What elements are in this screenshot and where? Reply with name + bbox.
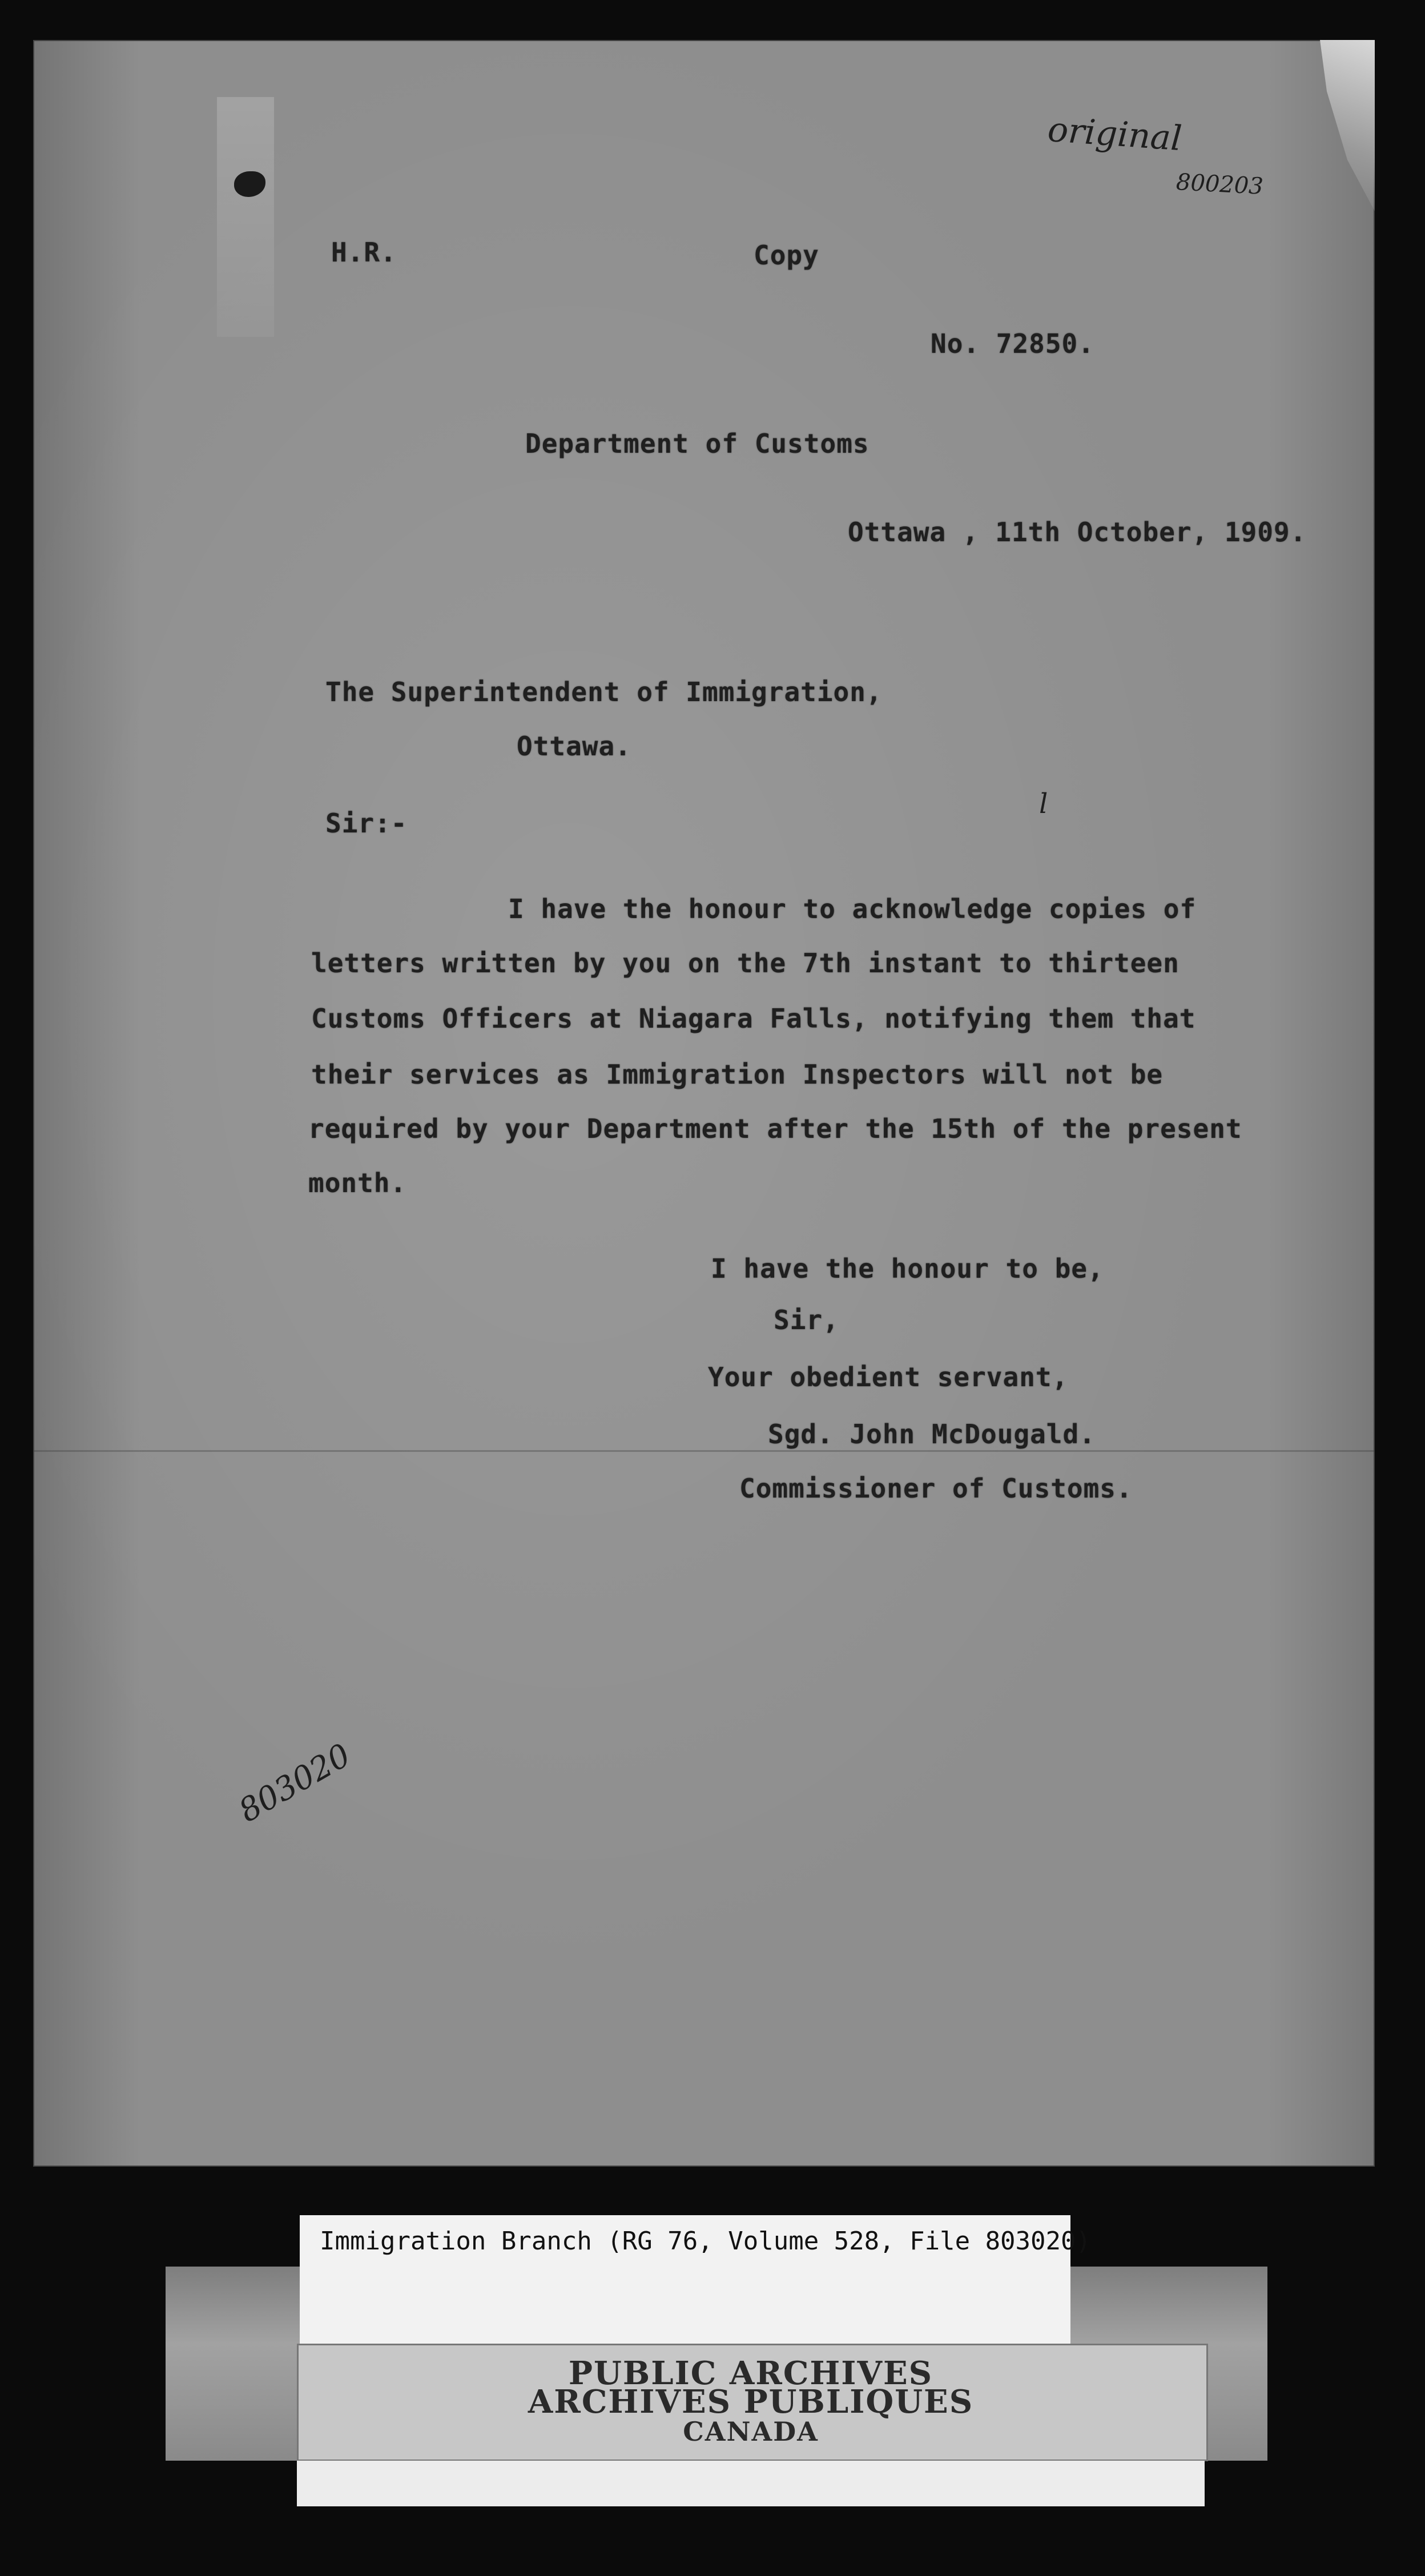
archive-stamp-line-2: ARCHIVES PUBLIQUES: [528, 2383, 974, 2421]
document-page: [33, 40, 1375, 2167]
body-line: letters written by you on the 7th instant to thirteen: [311, 948, 1180, 979]
department-heading: Department of Customs: [525, 428, 870, 459]
closing-line-1: I have the honour to be,: [711, 1253, 1104, 1284]
handwritten-file-number: 800203: [1175, 169, 1264, 200]
archive-reference-text: Immigration Branch (RG 76, Volume 528, File 803020): [320, 2227, 1092, 2256]
handwritten-note: original: [1046, 109, 1184, 159]
paper-crease: [33, 1450, 1375, 1452]
body-line: I have the honour to acknowledge copies of: [508, 893, 1197, 924]
signature-title: Commissioner of Customs.: [739, 1473, 1133, 1504]
folded-corner: [1306, 40, 1375, 211]
initials: H.R.: [331, 237, 397, 268]
archive-stamp-line-3: CANADA: [683, 2416, 819, 2447]
salutation: Sir:-: [325, 808, 408, 839]
body-line: required by your Department after the 15th of the present: [308, 1113, 1242, 1144]
file-number: No. 72850.: [931, 328, 1094, 359]
body-line: month.: [308, 1168, 407, 1198]
signature: Sgd. John McDougald.: [768, 1419, 1096, 1450]
closing-line-3: Your obedient servant,: [708, 1362, 1069, 1392]
archive-stamp-strip: [297, 2461, 1205, 2506]
tape-strip: [217, 97, 274, 337]
body-line: Customs Officers at Niagara Falls, notifying them that: [311, 1003, 1196, 1034]
closing-line-2: Sir,: [774, 1305, 839, 1335]
addressee-line-2: Ottawa.: [517, 731, 631, 762]
handwritten-mark: l: [1039, 788, 1048, 820]
addressee-line-1: The Superintendent of Immigration,: [325, 677, 883, 707]
place-date: Ottawa , 11th October, 1909.: [848, 517, 1307, 548]
copy-label: Copy: [754, 240, 819, 271]
archive-stamp-line-1: PUBLIC ARCHIVES: [568, 2354, 933, 2392]
handwritten-file-number: 803020: [232, 1736, 357, 1830]
body-line: their services as Immigration Inspectors will not be: [311, 1059, 1164, 1090]
